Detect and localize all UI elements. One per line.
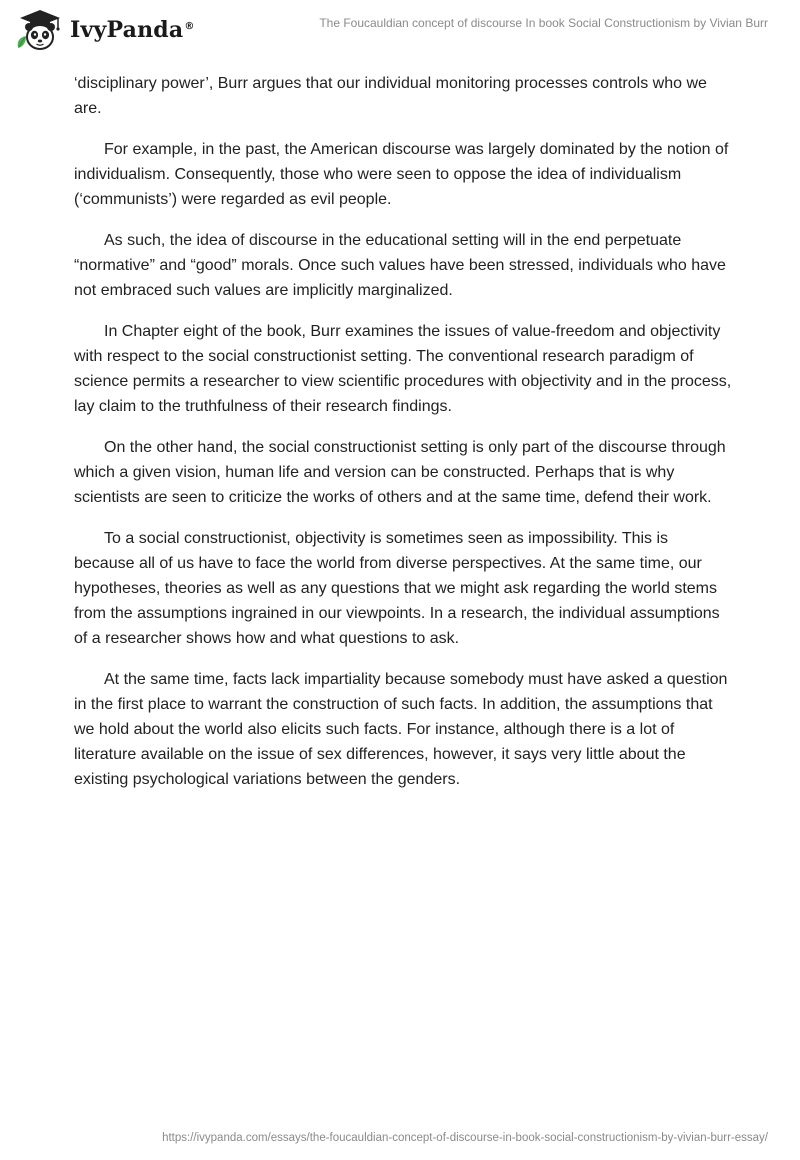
- document-title: The Foucauldian concept of discourse In book Social Constructionism by Vivian Burr: [319, 16, 768, 30]
- paragraph: To a social constructionist, objectivity is sometimes seen as impossibility. This is because all of us have to face the world from diverse perspectives. At the same time, our hypotheses, theories as well as any questions that we might ask regarding the world stems from the assumptions ingrained in our viewpoints. In a research, the individual assumptions of a researcher shows how and what questions to ask.: [74, 530, 720, 647]
- paragraph: In Chapter eight of the book, Burr examines the issues of value-freedom and objectivity with respect to the social constructionist setting. The conventional research paradigm of science permits a researcher to view scientific procedures with objectivity and in the process, lay claim to the truthfulness of their research findings.: [74, 323, 732, 415]
- paragraph: On the other hand, the social constructionist setting is only part of the discourse through which a given vision, human life and version can be constructed. Perhaps that is why scientists are seen to criticize the works of others and at the same time, defend their work.: [74, 439, 726, 506]
- panda-graduate-icon: [14, 8, 66, 52]
- paragraph: For example, in the past, the American discourse was largely dominated by the notion of individualism. Consequently, those who were seen to oppose the idea of individualism (‘communists’) were regarded as evil people.: [74, 141, 729, 208]
- brand-name: [70, 19, 195, 41]
- essay-body: [74, 71, 732, 808]
- paragraph: At the same time, facts lack impartiality because somebody must have asked a question in the first place to warrant the construction of such facts. In addition, the assumptions that we hold about the world also elicits such facts. For instance, although there is a lot of literature available on the issue of sex differences, however, it says very little about the existing psychological variations between the genders.: [74, 671, 728, 788]
- registered-mark: ®: [184, 20, 195, 32]
- brand-label: IvyPanda: [70, 17, 184, 43]
- ivypanda-logo[interactable]: [14, 8, 195, 52]
- page-header: [0, 0, 800, 70]
- source-url-link[interactable]: https://ivypanda.com/essays/the-foucauldian-concept-of-discourse-in-book-social-constructionism-by-vivian-burr-essay/: [162, 1132, 768, 1144]
- paragraph-continued: ‘disciplinary power’, Burr argues that our individual monitoring processes controls who we are.: [74, 75, 707, 117]
- paragraph: As such, the idea of discourse in the educational setting will in the end perpetuate “normative” and “good” morals. Once such values have been stressed, individuals who have not embraced such values are implicitly marginalized.: [74, 232, 726, 299]
